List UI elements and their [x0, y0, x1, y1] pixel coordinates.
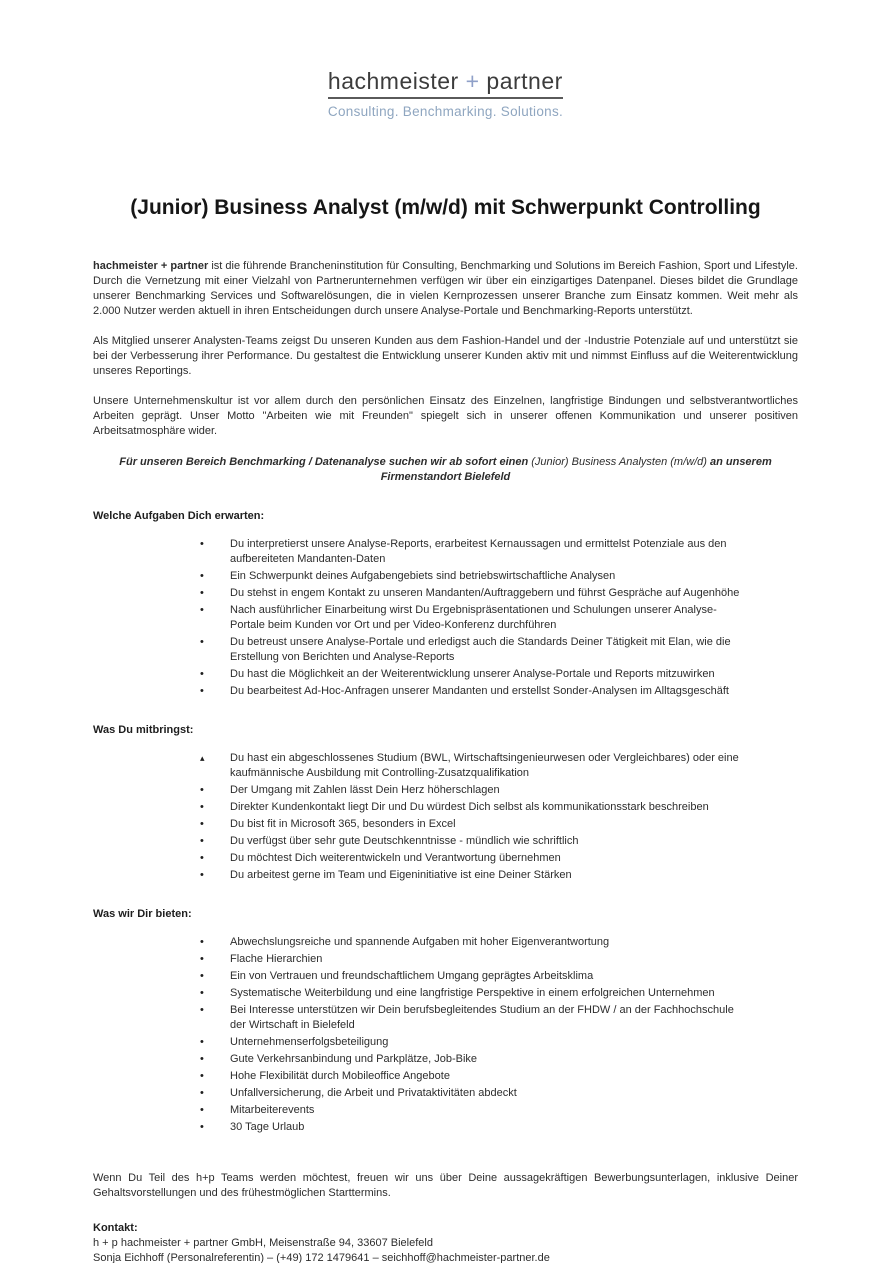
section-heading-profile: Was Du mitbringst: — [93, 724, 194, 736]
section-benefits — [93, 907, 798, 1135]
bullet-item — [200, 603, 748, 633]
company-logo — [328, 68, 563, 121]
bullet-item — [200, 569, 748, 584]
bullet-item — [200, 1086, 748, 1101]
position-callout — [111, 455, 780, 485]
bullet-icon: • — [200, 987, 204, 999]
bullet-text: Flache Hierarchien — [230, 953, 323, 965]
bullet-text: Unfallversicherung, die Arbeit und Privataktivitäten abdeckt — [230, 1087, 517, 1099]
logo-wordmark — [328, 68, 563, 99]
bullet-icon: • — [200, 668, 204, 680]
callout-bold-1: Für unseren Bereich Benchmarking / Datenanalyse suchen wir ab sofort einen — [119, 456, 529, 468]
bullet-text: Direkter Kundenkontakt liegt Dir und Du würdest Dich selbst als kommunikationsstark beschreiben — [230, 801, 709, 813]
logo-plus-sign: + — [465, 68, 480, 94]
contact-person-line: Sonja Eichhoff (Personalreferentin) – (+49) 172 1479641 – seichhoff@hachmeister-partner.de — [93, 1252, 550, 1263]
intro-paragraph-1-text: ist die führende Brancheninstitution für Consulting, Benchmarking und Solutions im Bereich Fashion, Sport und Lifestyle. Durch die Vernetzung mit einer Vielzahl von Partnerunternehmen verfügen wir über ein einzigartiges Datenpanel. Dieses bildet die Grundlage unserer Benchmarking Services und Softwarelösungen, die in vielen Kernprozessen unserer Branche zum Einsatz kommen. Weit mehr als 2.000 Nutzer werden aktuell in ihren Entscheidungen durch unsere Analyse-Portale und Benchmarking-Reports unterstützt. — [93, 260, 798, 317]
bullet-item — [200, 935, 748, 950]
bullet-text: Gute Verkehrsanbindung und Parkplätze, Job-Bike — [230, 1053, 478, 1065]
bullet-text: Du arbeitest gerne im Team und Eigeninitiative ist eine Deiner Stärken — [230, 869, 572, 881]
bullet-text: Bei Interesse unterstützen wir Dein berufsbegleitendes Studium an der FHDW / an der Fachhochschule der Wirtschaft in Bielefeld — [230, 1004, 734, 1031]
bullet-item — [200, 635, 748, 665]
bullet-icon: • — [200, 818, 204, 830]
triangle-bullet-icon: ▴ — [200, 753, 205, 763]
bullet-icon: • — [200, 604, 204, 616]
bullet-item — [200, 537, 748, 567]
bullet-text: Abwechslungsreiche und spannende Aufgaben mit hoher Eigenverantwortung — [230, 936, 610, 948]
bullet-icon: • — [200, 1104, 204, 1116]
section-tasks — [93, 509, 798, 699]
job-title: (Junior) Business Analyst (m/w/d) mit Schwerpunkt Controlling — [130, 196, 761, 219]
bullet-text: Hohe Flexibilität durch Mobileoffice Angebote — [230, 1070, 450, 1082]
closing-paragraph: Wenn Du Teil des h+p Teams werden möchtest, freuen wir uns über Deine aussagekräftigen Bewerbungsunterlagen, inklusive Deiner Gehaltsvorstellungen und des frühestmöglichen Starttermins. — [93, 1172, 798, 1199]
bullet-item — [200, 969, 748, 984]
logo-tagline: Consulting. Benchmarking. Solutions. — [327, 104, 564, 119]
logo-name-left: hachmeister — [327, 68, 466, 94]
bullet-icon: • — [200, 835, 204, 847]
bullet-icon: • — [200, 784, 204, 796]
bullet-icon: • — [200, 570, 204, 582]
callout-regular: (Junior) Business Analysten (m/w/d) — [531, 456, 707, 468]
bullet-text: Du hast ein abgeschlossenes Studium (BWL, Wirtschaftsingenieurwesen oder Vergleichbares) oder eine kaufmännische Ausbildung mit Controlling-Zusatzqualifikation — [230, 752, 739, 779]
bullet-item — [200, 817, 748, 832]
bullet-text: 30 Tage Urlaub — [230, 1121, 305, 1133]
bullet-item — [200, 783, 748, 798]
bullet-text: Du hast die Möglichkeit an der Weiterentwicklung unserer Analyse-Portale und Reports mitzuwirken — [230, 668, 715, 680]
bullet-icon: • — [200, 1004, 204, 1016]
bullet-text: Du verfügst über sehr gute Deutschkenntnisse - mündlich wie schriftlich — [230, 835, 579, 847]
bullet-text: Du möchtest Dich weiterentwickeln und Verantwortung übernehmen — [230, 852, 561, 864]
bullet-icon: • — [200, 1070, 204, 1082]
bullet-item — [200, 751, 748, 781]
intro-paragraph-2: Als Mitglied unserer Analysten-Teams zeigst Du unseren Kunden aus dem Fashion-Handel und der -Industrie Potenziale auf und unterstützt sie bei der Verbesserung ihrer Performance. Du gestaltest die Entwicklung unserer Kunden aktiv mit und nimmst Einfluss auf die Weiterentwicklung unseres Reportings. — [93, 335, 798, 377]
bullet-item — [200, 1103, 748, 1118]
logo-area — [93, 68, 798, 121]
bullet-list-tasks — [93, 537, 798, 699]
bullet-icon: • — [200, 869, 204, 881]
bullet-icon: • — [200, 538, 204, 550]
bullet-item — [200, 586, 748, 601]
bullet-item — [200, 868, 748, 883]
bullet-text: Du stehst in engem Kontakt zu unseren Mandanten/Auftraggebern und führst Gespräche auf Augenhöhe — [230, 587, 740, 599]
bullet-icon: • — [200, 852, 204, 864]
intro-paragraph-1 — [93, 259, 798, 319]
bullet-list-benefits — [93, 935, 798, 1135]
bullet-text: Du bist fit in Microsoft 365, besonders in Excel — [230, 818, 456, 830]
bullet-icon: • — [200, 1121, 204, 1133]
section-heading-benefits: Was wir Dir bieten: — [93, 908, 192, 920]
bullet-text: Ein von Vertrauen und freundschaftlichem Umgang geprägtes Arbeitsklima — [230, 970, 594, 982]
bullet-icon: • — [200, 1036, 204, 1048]
bullet-item — [200, 834, 748, 849]
bullet-icon: • — [200, 970, 204, 982]
bullet-item — [200, 1052, 748, 1067]
bullet-text: Systematische Weiterbildung und eine langfristige Perspektive in einem erfolgreichen Unternehmen — [230, 987, 715, 999]
bullet-text: Du bearbeitest Ad-Hoc-Anfragen unserer Mandanten und erstellst Sonder-Analysen im Alltagsgeschäft — [230, 685, 729, 697]
bullet-text: Du interpretierst unsere Analyse-Reports, erarbeitest Kernaussagen und ermittelst Potenziale aus den aufbereiteten Mandanten-Daten — [230, 538, 727, 565]
bullet-item — [200, 800, 748, 815]
bullet-item — [200, 1035, 748, 1050]
bullet-item — [200, 1069, 748, 1084]
bullet-text: Du betreust unsere Analyse-Portale und erledigst auch die Standards Deiner Tätigkeit mit Elan, wie die Erstellung von Berichten und Analyse-Reports — [230, 636, 731, 663]
bullet-text: Der Umgang mit Zahlen lässt Dein Herz höherschlagen — [230, 784, 500, 796]
contact-company-line: h + p hachmeister + partner GmbH, Meisenstraße 94, 33607 Bielefeld — [93, 1237, 433, 1249]
bullet-icon: • — [200, 1053, 204, 1065]
callout-bold-2: an unserem Firmenstandort Bielefeld — [380, 456, 772, 483]
bullet-icon: • — [200, 936, 204, 948]
contact-heading: Kontakt: — [93, 1222, 138, 1234]
bullet-icon: • — [200, 953, 204, 965]
bullet-icon: • — [200, 1087, 204, 1099]
bullet-icon: • — [200, 636, 204, 648]
bullet-text: Nach ausführlicher Einarbeitung wirst Du Ergebnispräsentationen und Schulungen unserer Analyse-Portale beim Kunden vor Ort und per Video-Konferenz durchführen — [230, 604, 717, 631]
intro-paragraph-3: Unsere Unternehmenskultur ist vor allem durch den persönlichen Einsatz des Einzelnen, langfristige Bindungen und selbstverantwortliches Arbeiten geprägt. Unser Motto "Arbeiten wie mit Freunden" spiegelt sich in unserer offenen Kommunikation und unserer positiven Arbeitsatmosphäre wider. — [93, 395, 798, 437]
bullet-list-profile — [93, 751, 798, 883]
bullet-item — [200, 684, 748, 699]
bullet-text: Ein Schwerpunkt deines Aufgabengebiets sind betriebswirtschaftliche Analysen — [230, 570, 616, 582]
bullet-item — [200, 851, 748, 866]
bullet-item — [200, 667, 748, 682]
bullet-item — [200, 986, 748, 1001]
bullet-item — [200, 1003, 748, 1033]
logo-name-right: partner — [479, 68, 563, 94]
bullet-item — [200, 1120, 748, 1135]
bullet-icon: • — [200, 685, 204, 697]
bullet-icon: • — [200, 801, 204, 813]
company-name-bold: hachmeister + partner — [93, 260, 209, 272]
section-profile — [93, 723, 798, 883]
bullet-text: Mitarbeiterevents — [230, 1104, 315, 1116]
bullet-text: Unternehmenserfolgsbeteiligung — [230, 1036, 389, 1048]
section-heading-tasks: Welche Aufgaben Dich erwarten: — [93, 510, 265, 522]
bullet-icon: • — [200, 587, 204, 599]
bullet-item — [200, 952, 748, 967]
